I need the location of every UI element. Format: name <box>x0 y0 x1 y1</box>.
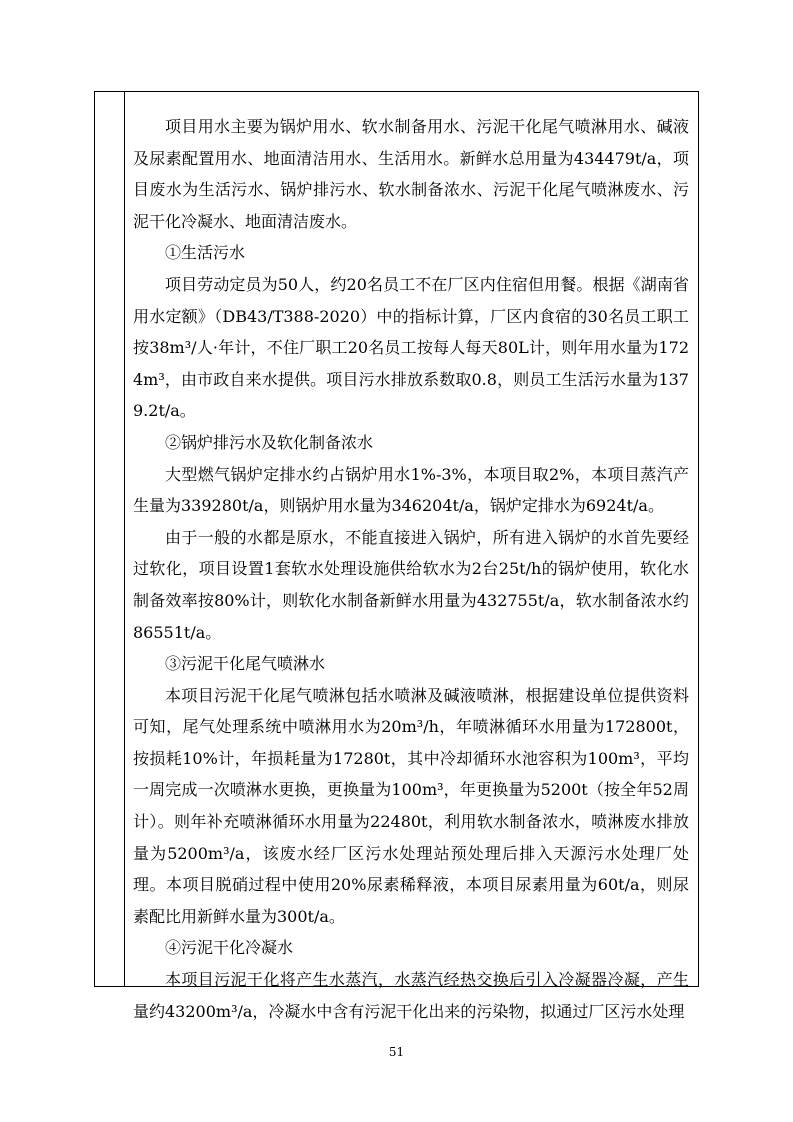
document-body <box>133 111 689 1027</box>
heading-condensate: ④污泥干化冷凝水 <box>165 938 294 958</box>
paragraph-spray-water: 本项目污泥干化尾气喷淋包括水喷淋及碱液喷淋，根据建设单位提供资料可知，尾气处理系统中喷淋用水为20m³/h，年喷淋循环水用量为172800t，按损耗10%计，年损耗量为17280t，其中冷却循环水池容积为100m³，平均一周完成一次喷淋水更换，更换量为100m³，年更换量为5200t（按全年52周计）。则年补充喷淋循环水用量为22480t，利用软水制备浓水，喷淋废水排放量为5200m³/a，该废水经厂区污水处理站预处理后排入天源污水处理厂处理。本项目脱硝过程中使用20%尿素稀释液，本项目尿素用量为60t/a，则尿素配比用新鲜水量为300t/a。 <box>133 685 689 926</box>
paragraph-softened-water: 由于一般的水都是原水，不能直接进入锅炉，所有进入锅炉的水首先要经过软化，项目设置1套软水处理设施供给软水为2台25t/h的锅炉使用，软化水制备效率按80%计，则软化水制备新鲜水用量为432755t/a，软水制备浓水约86551t/a。 <box>133 527 689 642</box>
heading-boiler-blowdown: ②锅炉排污水及软化制备浓水 <box>165 432 374 452</box>
paragraph-condensate: 本项目污泥干化将产生水蒸汽，水蒸汽经热交换后引入冷凝器冷凝，产生量约43200m³/a，冷凝水中含有污泥干化出来的污染物，拟通过厂区污水处理 <box>133 970 689 1021</box>
paragraph-domestic-sewage: 项目劳动定员为50人，约20名员工不在厂区内住宿但用餐。根据《湖南省用水定额》（DB43/T388-2020）中的指标计算，厂区内食宿的30名员工职工按38m³/人·年计，不住厂职工20名员工按每人每天80L计，则年用水量为1724m³，由市政自来水提供。项目污水排放系数取0.8，则员工生活污水量为1379.2t/a。 <box>133 274 689 421</box>
table-column-divider <box>124 91 125 987</box>
heading-domestic-sewage: ①生活污水 <box>165 243 246 263</box>
page-number: 51 <box>388 1045 405 1059</box>
paragraph-water-use-overview: 项目用水主要为锅炉用水、软水制备用水、污泥干化尾气喷淋用水、碱液及尿素配置用水、地面清洁用水、生活用水。新鲜水总用量为434479t/a，项目废水为生活污水、锅炉排污水、软水制备浓水、污泥干化尾气喷淋废水、污泥干化冷凝水、地面清洁废水。 <box>133 117 689 231</box>
heading-spray-water: ③污泥干化尾气喷淋水 <box>165 654 326 674</box>
paragraph-boiler-blowdown: 大型燃气锅炉定排水约占锅炉用水1%-3%，本项目取2%，本项目蒸汽产生量为339280t/a，则锅炉用水量为346204t/a，锅炉定排水为6924t/a。 <box>133 464 689 516</box>
